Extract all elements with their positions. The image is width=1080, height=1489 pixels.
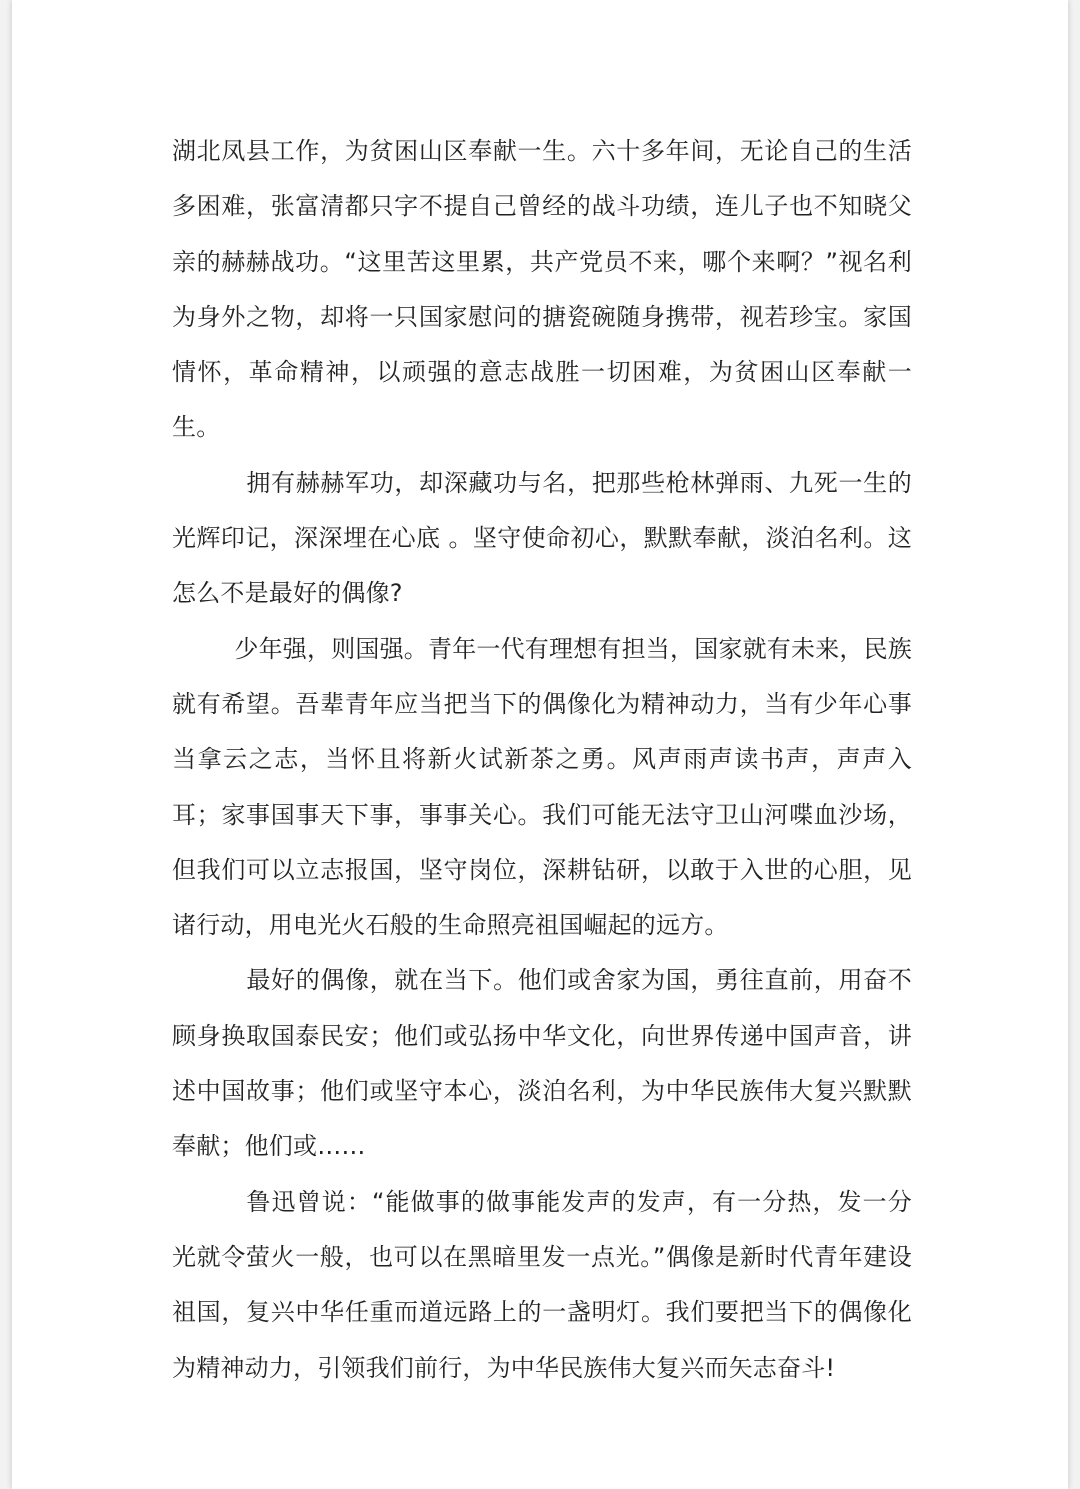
paragraph-3: 少年强，则国强。青年一代有理想有担当，国家就有未来，民族就有希望。吾辈青年应当把当下的偶像化为精神动力，当有少年心事当拿云之志，当怀且将新火试新茶之勇。风声雨声读书声，声声入耳；家事国事天下事，事事关心。我们可能无法守卫山河喋血沙场，但我们可以立志报国，坚守岗位，深耕钻研，以敢于入世的心胆，见诸行动，用电光火石般的生命照亮祖国崛起的远方。 (172, 634, 912, 940)
paragraph-4: 最好的偶像，就在当下。他们或舍家为国，勇往直前，用奋不顾身换取国泰民安；他们或弘扬中华文化，向世界传递中国声音，讲述中国故事；他们或坚守本心，淡泊名利，为中华民族伟大复兴默默奉献；他们或…… (172, 966, 912, 1161)
paragraph-2: 拥有赫赫军功，却深藏功与名，把那些枪林弹雨、九死一生的光辉印记，深深埋在心底 。坚守使命初心，默默奉献，淡泊名利。这怎么不是最好的偶像? (172, 468, 912, 608)
document-page (12, 0, 1068, 1489)
paragraph-5: 鲁迅曾说：“能做事的做事能发声的发声，有一分热，发一分光就令萤火一般，也可以在黑暗里发一点光。”偶像是新时代青年建设祖国，复兴中华任重而道远路上的一盏明灯。我们要把当下的偶像化为精神动力，引领我们前行，为中华民族伟大复兴而矢志奋斗! (172, 1187, 912, 1382)
paragraph-1: 湖北凤县工作，为贫困山区奉献一生。六十多年间，无论自己的生活多困难，张富清都只字不提自己曾经的战斗功绩，连儿子也不知晓父亲的赫赫战功。“这里苦这里累，共产党员不来，哪个来啊？”视名利为身外之物，却将一只国家慰问的搪瓷碗随身携带，视若珍宝。家国情怀，革命精神，以顽强的意志战胜一切困难，为贫困山区奉献一生。 (172, 137, 912, 442)
document-body (172, 124, 912, 1396)
